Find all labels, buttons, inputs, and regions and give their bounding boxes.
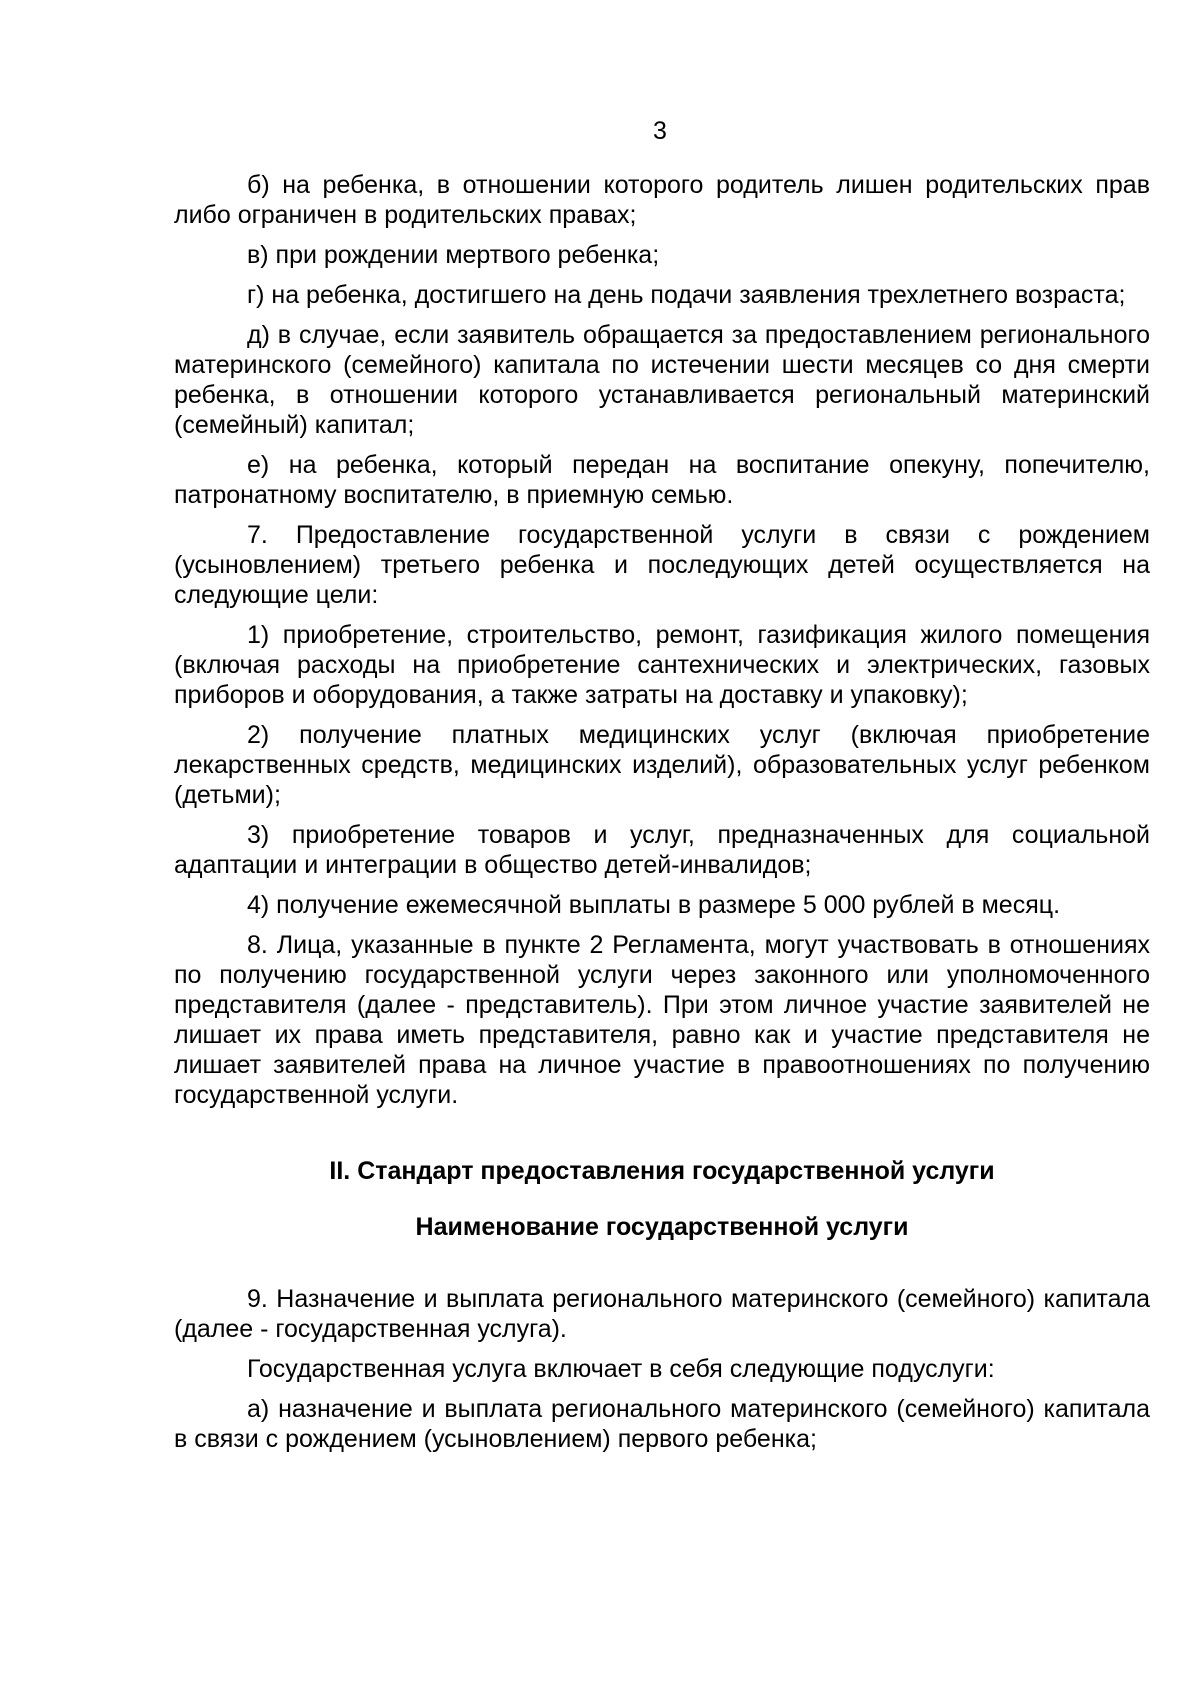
paragraph-7-4: 4) получение ежемесячной выплаты в размере 5 000 рублей в месяц. — [247, 891, 1061, 919]
paragraph-e: е) на ребенка, который передан на воспитание опекуну, попечителю, патронатному воспитателю, в приемную семью. — [174, 451, 1150, 509]
paragraph-9: 9. Назначение и выплата регионального материнского (семейного) капитала (далее - государственная услуга). — [174, 1285, 1150, 1343]
document-body — [174, 170, 1150, 1464]
page-number: 3 — [653, 117, 667, 145]
section-heading: II. Стандарт предоставления государственной услуги — [329, 1157, 995, 1185]
paragraph-v: в) при рождении мертвого ребенка; — [247, 241, 660, 269]
paragraph-7-1: 1) приобретение, строительство, ремонт, газификация жилого помещения (включая расходы на приобретение сантехнических и электрических, газовых приборов и оборудования, а также затраты на доставку и упаковку); — [174, 621, 1150, 709]
paragraph-8: 8. Лица, указанные в пункте 2 Регламента, могут участвовать в отношениях по получению государственной услуги через законного или уполномоченного представителя (далее - представитель). При этом личное участие заявителей не лишает их права иметь представителя, равно как и участие представителя не лишает заявителей права на личное участие в правоотношениях по получению государственной услуги. — [174, 931, 1150, 1109]
paragraph-7: 7. Предоставление государственной услуги в связи с рождением (усыновлением) третьего ребенка и последующих детей осуществляется на следующие цели: — [174, 521, 1150, 609]
subsection-heading: Наименование государственной услуги — [415, 1213, 909, 1241]
paragraph-7-3: 3) приобретение товаров и услуг, предназначенных для социальной адаптации и интеграции в общество детей-инвалидов; — [174, 821, 1150, 879]
paragraph-subservices: Государственная услуга включает в себя следующие подуслуги: — [247, 1355, 995, 1383]
paragraph-g: г) на ребенка, достигшего на день подачи заявления трехлетнего возраста; — [247, 281, 1126, 309]
paragraph-d: д) в случае, если заявитель обращается за предоставлением регионального материнского (семейного) капитала по истечении шести месяцев со дня смерти ребенка, в отношении которого устанавливается региональный материнский (семейный) капитал; — [174, 321, 1150, 439]
paragraph-7-2: 2) получение платных медицинских услуг (включая приобретение лекарственных средств, медицинских изделий), образовательных услуг ребенком (детьми); — [174, 721, 1150, 809]
paragraph-a: а) назначение и выплата регионального материнского (семейного) капитала в связи с рождением (усыновлением) первого ребенка; — [174, 1395, 1150, 1453]
paragraph-b: б) на ребенка, в отношении которого родитель лишен родительских прав либо ограничен в родительских правах; — [174, 171, 1150, 229]
